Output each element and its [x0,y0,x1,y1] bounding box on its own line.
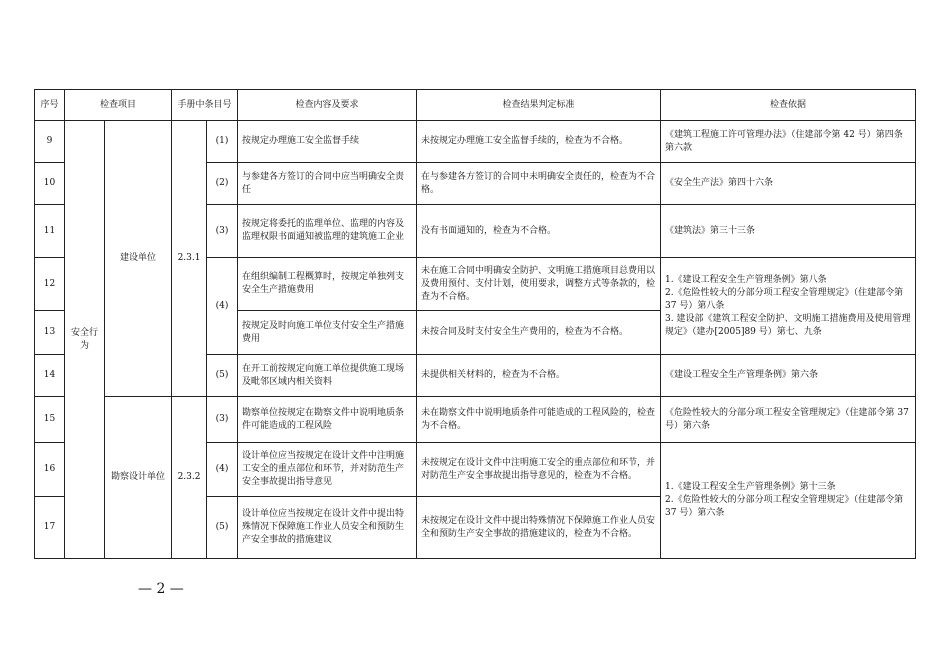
unit-cell-survey: 勘察设计单位 [105,397,172,559]
sub-clause: (1) [207,121,238,163]
content-cell: 在组织编制工程概算时，按规定单独列支安全生产措施费用 [238,258,417,311]
content-cell: 按规定办理施工安全监督手续 [238,121,417,163]
group-cell: 安全行为 [65,121,105,559]
row-number: 13 [35,311,65,355]
standard-cell: 未按规定办理施工安全监督手续的，检查为不合格。 [417,121,661,163]
inspection-table [34,89,916,559]
standard-cell: 未按合同及时支付安全生产费用的，检查为不合格。 [417,311,661,355]
content-cell: 设计单位应当按规定在设计文件中注明施工安全的重点部位和环节，并对防范生产安全事故提出指导意见 [238,443,417,497]
header-clause: 手册中条目号 [172,90,238,121]
header-basis: 检查依据 [661,90,916,121]
sub-clause: (4) [207,258,238,355]
basis-cell: 《危险性较大的分部分项工程安全管理规定》（住建部令第 37 号）第六条 [661,397,916,443]
standard-cell: 未在施工合同中明确安全防护、文明施工措施项目总费用以及费用预付、支付计划，使用要求，调整方式等条款的，检查为不合格。 [417,258,661,311]
row-number: 11 [35,205,65,258]
basis-cell: 《建设工程安全生产管理条例》第六条 [661,355,916,397]
row-number: 15 [35,397,65,443]
content-cell: 按规定及时向施工单位支付安全生产措施费用 [238,311,417,355]
row-number: 14 [35,355,65,397]
basis-cell: 《建筑法》第三十三条 [661,205,916,258]
standard-cell: 未提供相关材料的，检查为不合格。 [417,355,661,397]
sub-clause: (5) [207,355,238,397]
basis-cell: 《建筑工程施工许可管理办法》（住建部令第 42 号）第四条第六款 [661,121,916,163]
row-number: 17 [35,497,65,559]
standard-cell: 未按规定在设计文件中提出特殊情况下保障施工作业人员安全和预防生产安全事故的措施建议的，检查为不合格。 [417,497,661,559]
table-row [35,121,916,163]
basis-cell: 《安全生产法》第四十六条 [661,163,916,205]
header-row [35,90,916,121]
content-cell: 设计单位应当按规定在设计文件中提出特殊情况下保障施工作业人员安全和预防生产安全事故的措施建议 [238,497,417,559]
content-cell: 与参建各方签订的合同中应当明确安全责任 [238,163,417,205]
content-cell: 按规定将委托的监理单位、监理的内容及监理权限书面通知被监理的建筑施工企业 [238,205,417,258]
header-standard: 检查结果判定标准 [417,90,661,121]
sub-clause: (3) [207,397,238,443]
header-item: 检查项目 [65,90,172,121]
header-seq: 序号 [35,90,65,121]
page-number: — 2 — [138,581,184,597]
row-number: 10 [35,163,65,205]
sub-clause: (2) [207,163,238,205]
clause-cell-2-3-2: 2.3.2 [172,397,207,559]
standard-cell: 未按规定在设计文件中注明施工安全的重点部位和环节，并对防范生产安全事故提出指导意见的，检查为不合格。 [417,443,661,497]
row-number: 16 [35,443,65,497]
unit-cell-construction: 建设单位 [105,121,172,397]
row-number: 9 [35,121,65,163]
sub-clause: (4) [207,443,238,497]
table-row [35,397,916,443]
standard-cell: 在与参建各方签订的合同中未明确安全责任的，检查为不合格。 [417,163,661,205]
standard-cell: 未在勘察文件中说明地质条件可能造成的工程风险的，检查为不合格。 [417,397,661,443]
basis-cell: 1.《建设工程安全生产管理条例》第八条 2.《危险性较大的分部分项工程安全管理规定》（住建部令第 37 号）第八条 3. 建设部《建筑工程安全防护、文明施工措施费用及使用管理规定》（建办[2005]89 号）第七、九条 [661,258,916,355]
sub-clause: (3) [207,205,238,258]
content-cell: 勘察单位按规定在勘察文件中说明地质条件可能造成的工程风险 [238,397,417,443]
sub-clause: (5) [207,497,238,559]
content-cell: 在开工前按规定向施工单位提供施工现场及毗邻区域内相关资料 [238,355,417,397]
standard-cell: 没有书面通知的，检查为不合格。 [417,205,661,258]
clause-cell-2-3-1: 2.3.1 [172,121,207,397]
row-number: 12 [35,258,65,311]
basis-cell: 1.《建设工程安全生产管理条例》第十三条 2.《危险性较大的分部分项工程安全管理规定》（住建部令第 37 号）第六条 [661,443,916,559]
header-content: 检查内容及要求 [238,90,417,121]
